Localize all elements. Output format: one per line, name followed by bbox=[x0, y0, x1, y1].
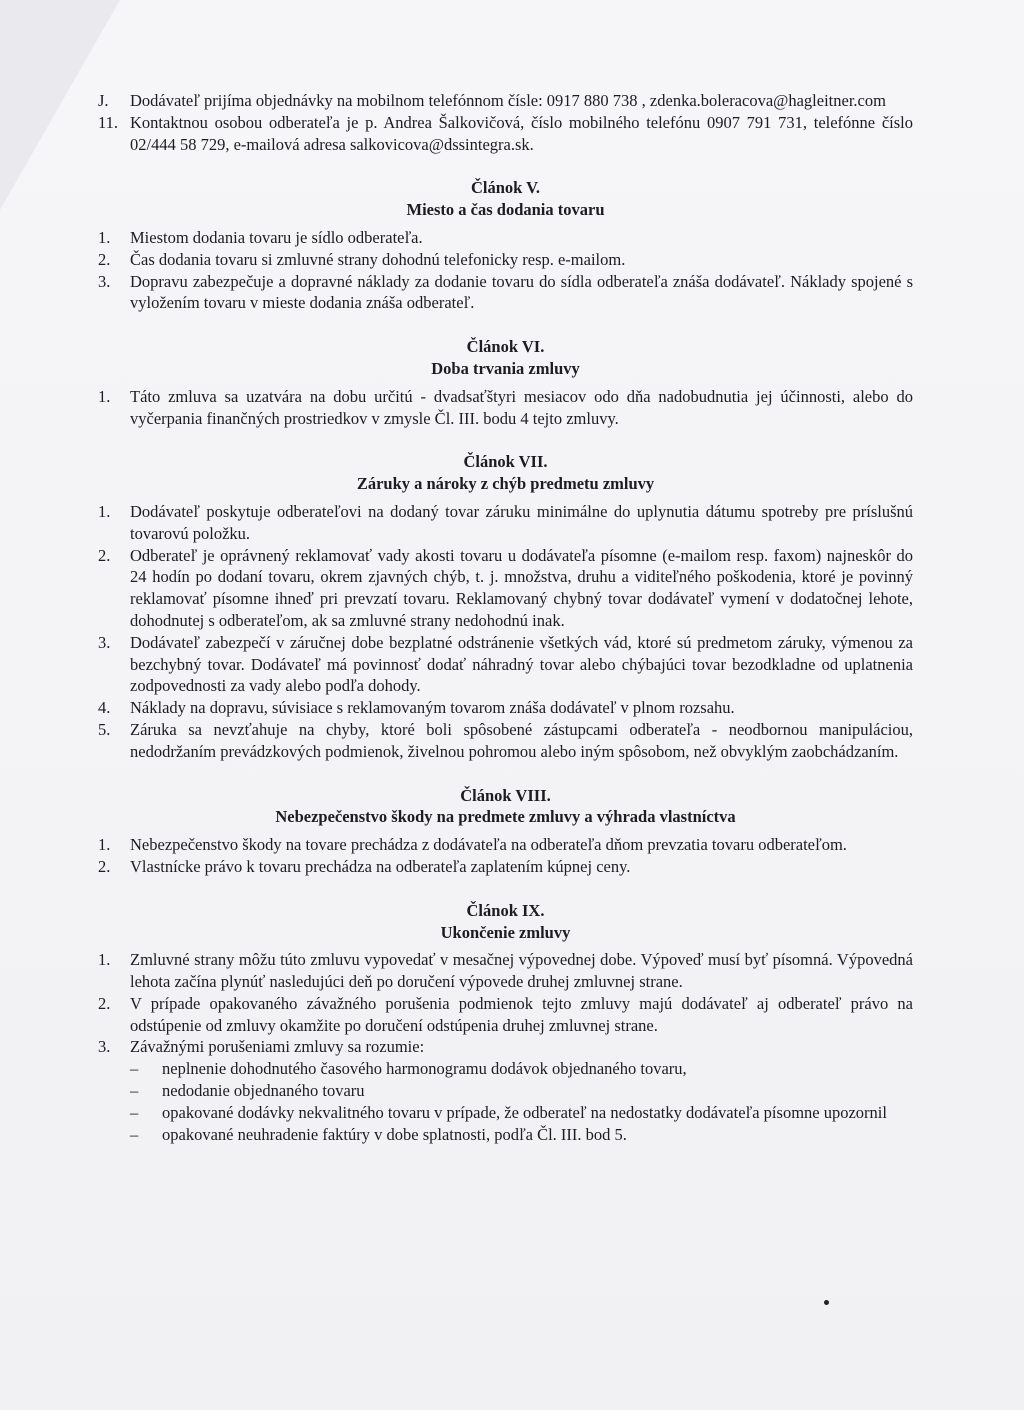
item-number: 2. bbox=[98, 249, 111, 269]
item-text: Miestom dodania tovaru je sídlo odberateľa. bbox=[130, 227, 423, 247]
article-title: Záruky a nároky z chýb predmetu zmluvy bbox=[356, 474, 655, 494]
sub-list-item bbox=[130, 1080, 913, 1102]
list-item bbox=[98, 112, 913, 156]
list-item bbox=[98, 719, 913, 763]
item-text: Odberateľ je oprávnený reklamovať vady akosti tovaru u dodávateľa písomne (e-mailom resp. faxom) najneskôr do 24 hodín po dodaní tovaru, okrem zjavných chýb, t. j. množstva, druhu a viditeľného poškodenia, ktoré je povinný reklamovať písomne ihneď pri prevzatí tovaru. Reklamovaný chybný tovar dodávateľ vymení v dodatočnej lehote, dohodnutej s odberateľom, ak sa zmluvné strany nedohodnú inak. bbox=[130, 545, 913, 630]
item-number: 1. bbox=[98, 386, 111, 406]
article-title: Doba trvania zmluvy bbox=[431, 358, 580, 378]
article-heading: Článok V. bbox=[470, 178, 541, 198]
stray-dot bbox=[824, 1300, 829, 1305]
item-number: 3. bbox=[98, 1037, 111, 1057]
item-text: V prípade opakovaného závažného porušenia podmienok tejto zmluvy majú dodávateľ aj odberateľ právo na odstúpenie od zmluvy okamžite po doručení odstúpenia druhej zmluvnej strane. bbox=[130, 993, 913, 1035]
item-number: 3. bbox=[98, 271, 111, 291]
list-item bbox=[98, 386, 913, 430]
item-number: 11. bbox=[98, 112, 119, 132]
list-item bbox=[98, 1036, 913, 1058]
item-text: Vlastnícke právo k tovaru prechádza na odberateľa zaplatením kúpnej ceny. bbox=[130, 856, 631, 876]
list-item bbox=[98, 249, 913, 271]
sub-list-item bbox=[130, 1124, 913, 1146]
item-number: 4. bbox=[98, 698, 111, 718]
sub-item-text: nedodanie objednaného tovaru bbox=[162, 1081, 365, 1101]
item-text: Nebezpečenstvo škody na tovare prechádza z dodávateľa na odberateľa dňom prevzatia tovaru odberateľom. bbox=[130, 835, 847, 855]
item-text: Dodávateľ poskytuje odberateľovi na dodaný tovar záruku minimálne do uplynutia dátumu spotreby pre príslušnú tovarovú položku. bbox=[130, 501, 913, 543]
article-heading: Článok VII. bbox=[463, 452, 548, 472]
list-item bbox=[98, 949, 913, 993]
list-item bbox=[98, 834, 913, 856]
article-title: Nebezpečenstvo škody na predmete zmluvy a výhrada vlastníctva bbox=[275, 807, 736, 827]
item-text: Táto zmluva sa uzatvára na dobu určitú - dvadsaťštyri mesiacov odo dňa nadobudnutia jej účinnosti, alebo do vyčerpania finančných prostriedkov v zmysle Čl. III. bodu 4 tejto zmluvy. bbox=[130, 386, 913, 428]
sub-item-text: neplnenie dohodnutého časového harmonogramu dodávok objednaného tovaru, bbox=[162, 1059, 687, 1079]
item-text: Dopravu zabezpečuje a dopravné náklady za dodanie tovaru do sídla odberateľa znáša dodávateľ. Náklady spojené s vyložením tovaru v mieste dodania znáša odberateľ. bbox=[130, 271, 913, 313]
document-content bbox=[98, 90, 913, 1145]
article-vi bbox=[98, 336, 913, 429]
sub-list-item bbox=[130, 1058, 913, 1080]
article-ix bbox=[98, 900, 913, 1146]
sub-list-item bbox=[130, 1102, 913, 1124]
item-text: Čas dodania tovaru si zmluvné strany dohodnú telefonicky resp. e-mailom. bbox=[130, 249, 626, 269]
list-item bbox=[98, 271, 913, 315]
item-text: Záruka sa nevzťahuje na chyby, ktoré boli spôsobené zástupcami odberateľa - neodbornou manipuláciou, nedodržaním prevádzkových podmienok, živelnou pohromou alebo iným spôsobom, než obvyklým zaobchádzaním. bbox=[130, 719, 913, 761]
item-number: J. bbox=[98, 91, 109, 110]
sub-item-text: opakované neuhradenie faktúry v dobe splatnosti, podľa Čl. III. bod 5. bbox=[162, 1124, 627, 1144]
list-item bbox=[98, 501, 913, 545]
article-heading: Článok VIII. bbox=[460, 785, 551, 805]
item-text: Náklady na dopravu, súvisiace s reklamovaným tovarom znáša dodávateľ v plnom rozsahu. bbox=[130, 698, 735, 718]
dash-marker: – bbox=[130, 1081, 139, 1101]
article-viii bbox=[98, 785, 913, 878]
list-item bbox=[98, 227, 913, 249]
article-vii bbox=[98, 451, 913, 762]
list-item bbox=[98, 993, 913, 1037]
list-item bbox=[98, 545, 913, 632]
item-text: Dodávateľ prijíma objednávky na mobilnom telefónnom čísle: 0917 880 738 , zdenka.boleracova@hagleitner.com bbox=[130, 91, 886, 110]
dash-marker: – bbox=[130, 1059, 139, 1079]
list-item bbox=[98, 697, 913, 719]
article-v bbox=[98, 177, 913, 314]
article-heading: Článok VI. bbox=[466, 337, 545, 357]
item-text: Kontaktnou osobou odberateľa je p. Andrea Šalkovičová, číslo mobilného telefónu 0907 791 731, telefónne číslo 02/444 58 729, e-mailová adresa salkovicova@dssintegra.sk. bbox=[130, 112, 913, 154]
article-heading: Článok IX. bbox=[466, 900, 545, 920]
item-number: 1. bbox=[98, 227, 111, 247]
dash-marker: – bbox=[130, 1124, 139, 1144]
item-number: 2. bbox=[98, 993, 111, 1013]
item-text: Zmluvné strany môžu túto zmluvu vypovedať v mesačnej výpovednej dobe. Výpoveď musí byť písomná. Výpovedná lehota začína plynúť nasledujúci deň po doručení výpovede druhej zmluvnej strane. bbox=[130, 950, 913, 992]
dash-marker: – bbox=[130, 1102, 139, 1122]
item-number: 1. bbox=[98, 501, 111, 521]
list-item bbox=[98, 90, 913, 112]
sub-item-text: opakované dodávky nekvalitného tovaru v prípade, že odberateľ na nedostatky dodávateľa písomne upozornil bbox=[162, 1102, 887, 1122]
item-number: 1. bbox=[98, 950, 111, 970]
item-number: 2. bbox=[98, 545, 111, 565]
item-text: Dodávateľ zabezpečí v záručnej dobe bezplatné odstránenie všetkých vád, ktoré sú predmetom záruky, výmenou za bezchybný tovar. Dodávateľ má povinnosť dodať náhradný tovar alebo chýbajúci tovar bezodkladne od uplatnenia zodpovednosti za vady alebo podľa dohody. bbox=[130, 632, 913, 696]
item-number: 5. bbox=[98, 719, 111, 739]
article-title: Miesto a čas dodania tovaru bbox=[406, 200, 605, 220]
article-title: Ukončenie zmluvy bbox=[440, 922, 571, 942]
item-number: 3. bbox=[98, 632, 111, 652]
item-number: 2. bbox=[98, 856, 111, 876]
list-item bbox=[98, 856, 913, 878]
item-number: 1. bbox=[98, 835, 111, 855]
item-text: Závažnými porušeniami zmluvy sa rozumie: bbox=[130, 1037, 425, 1057]
list-item bbox=[98, 632, 913, 697]
